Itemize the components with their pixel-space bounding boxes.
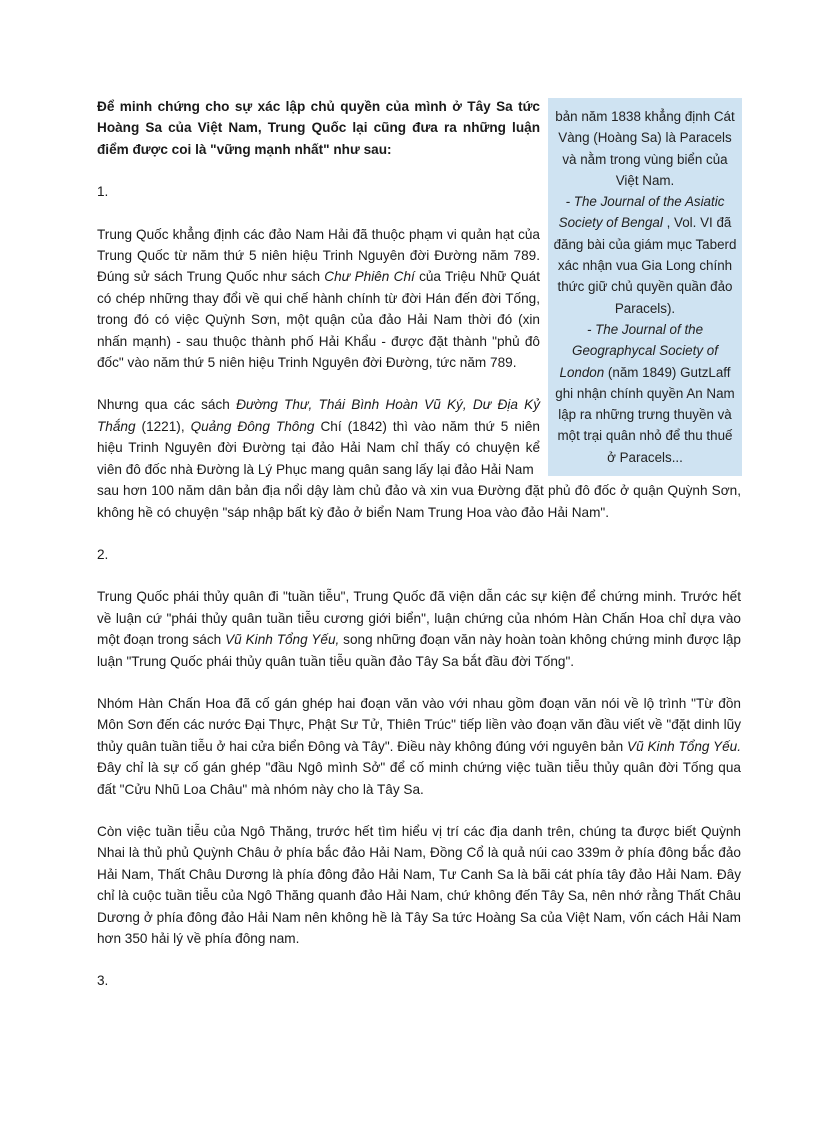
section-1-number: 1.	[97, 184, 109, 200]
text-run: Chí (1842) thì vào năm thứ 5 niên hiệu Trinh Nguyên đời Đường tại đảo Hải Nam chỉ thấy có chuyện kể viên đô đốc nhà Đường là Lý Phục mang quân sang lấy lại đảo Hải Nam	[97, 418, 540, 477]
ref-london-text: (năm 1849) GutzLaff ghi nhận chính quyền An Nam lập ra những trưng thuyền và một trại quân nhỏ để thu thuế ở Paracels...	[555, 364, 735, 465]
section-3-number: 3.	[97, 973, 109, 989]
book-title: Vũ Kinh Tổng Yếu,	[225, 632, 340, 648]
book-title: Chư Phiên Chí	[324, 269, 415, 285]
text-run: song những đoạn văn này hoàn toàn không chứng minh được lập luận "Trung Quốc phái thủy quân tuần tiễu quần đảo Tây Sa bắt đầu đời Tống".	[97, 632, 741, 669]
sidebar-text: bản năm 1838 khẳng định Cát Vàng (Hoàng Sa) là Paracels và nằm trong vùng biển của Việt Nam.	[555, 109, 735, 188]
text-run: (1221),	[135, 418, 191, 434]
book-title: Quảng Đông Thông	[190, 418, 315, 434]
text-run: Trung Quốc phái thủy quân đi "tuần tiễu", Trung Quốc đã viện dẫn các sự kiện để chứng minh. Trước hết về luận cứ "phái thủy quân tuần tiễu cương giới biển", luận chứng của nhóm Hàn Chấn Hoa chỉ dựa vào một đoạn trong sách	[97, 589, 741, 648]
section-2-paragraph-1	[97, 586, 741, 672]
ref-bengal-title: - The Journal of the Asiatic Society of Bengal	[558, 194, 725, 231]
section-1-paragraph-2-cont: sau hơn 100 năm dân bản địa nổi dậy làm chủ đảo và xin vua Đường đặt phủ đô đốc ở quận Quỳnh Sơn, không hề có chuyện "sáp nhập bất kỳ đảo ở biển Nam Trung Hoa vào đảo Hải Nam".	[97, 483, 741, 520]
text-run: Đây chỉ là sự cố gán ghép "đầu Ngô mình Sở" để cố minh chứng việc tuần tiễu thủy quân đời Tống qua đất "Cửu Nhũ Loa Châu" mà nhóm này cho là Tây Sa.	[97, 760, 741, 797]
section-2-paragraph-2	[97, 693, 741, 800]
text-run: Nhóm Hàn Chấn Hoa đã cố gán ghép hai đoạn văn vào với nhau gồm đoạn văn nói về lộ trình "Từ đồn Môn Sơn đến các nước Đại Thực, Phật Sư Tử, Thiên Trúc" tiếp liền vào đoạn văn đầu viết về "đặt dinh lũy thủy quân tuần tiễu ở hai cửa biển Đông và Tây". Điều này không đúng với nguyên bản	[97, 695, 741, 754]
text-run: Trung Quốc khẳng định các đảo Nam Hải đã thuộc phạm vi quản hạt của Trung Quốc từ năm thứ 5 niên hiệu Trinh Nguyên đời Đường năm 789. Đúng sử sách Trung Quốc như sách	[97, 226, 540, 285]
text-run: Nhưng qua các sách	[97, 397, 237, 413]
section-2-paragraph-3: Còn việc tuần tiễu của Ngô Thăng, trước hết tìm hiểu vị trí các địa danh trên, chúng ta được biết Quỳnh Nhai là thủ phủ Quỳnh Châu ở phía bắc đảo Hải Nam, Đồng Cổ là quả núi cao 339m ở phía đông bắc đảo Hải Nam, Thất Châu Dương là phía đông đảo Hải Nam, Tư Canh Sa là bãi cát phía tây đảo Hải Nam. Đây chỉ là cuộc tuần tiễu của Ngô Thăng quanh đảo Hải Nam, chứ không đến Tây Sa, nên nhớ rằng Thất Châu Dương ở phía đông đảo Hải Nam nên không hề là Tây Sa tức Hoàng Sa của Việt Nam, vốn cách Hải Nam hơn 350 hải lý về phía đông nam.	[97, 823, 741, 946]
main-content	[97, 96, 741, 992]
book-title: Đường Thư, Thái Bình Hoàn Vũ Ký, Dư Địa Kỷ Thắng	[97, 397, 540, 434]
section-1-paragraph-1	[97, 224, 540, 374]
ref-london-title: - The Journal of the Geographycal Society of London	[559, 321, 718, 380]
intro-heading: Để minh chứng cho sự xác lập chủ quyền của mình ở Tây Sa tức Hoàng Sa của Việt Nam, Trung Quốc lại cũng đưa ra những luận điểm được coi là "vững mạnh nhất" như sau:	[97, 99, 540, 157]
section-1-paragraph-2	[97, 394, 540, 480]
text-run: của Triệu Nhữ Quát có chép những thay đổi về qui chế hành chính từ đời Hán đến đời Tống, trong đó có việc Quỳnh Sơn, một quận của đảo Hải Nam thời đó (xin nhấn mạnh) - sau thuộc thành phố Hải Khẩu - được đặt thành "phủ đô đốc" vào năm thứ 5 niên hiệu Trinh Nguyên đời Đường, tức năm 789.	[97, 269, 541, 371]
book-title: Vũ Kinh Tổng Yếu.	[627, 738, 741, 754]
ref-bengal-text: , Vol. VI đã đăng bài của giám mục Taberd xác nhận vua Gia Long chính thức giữ chủ quyền quần đảo Paracels).	[553, 215, 737, 316]
section-2-number: 2.	[97, 546, 109, 562]
